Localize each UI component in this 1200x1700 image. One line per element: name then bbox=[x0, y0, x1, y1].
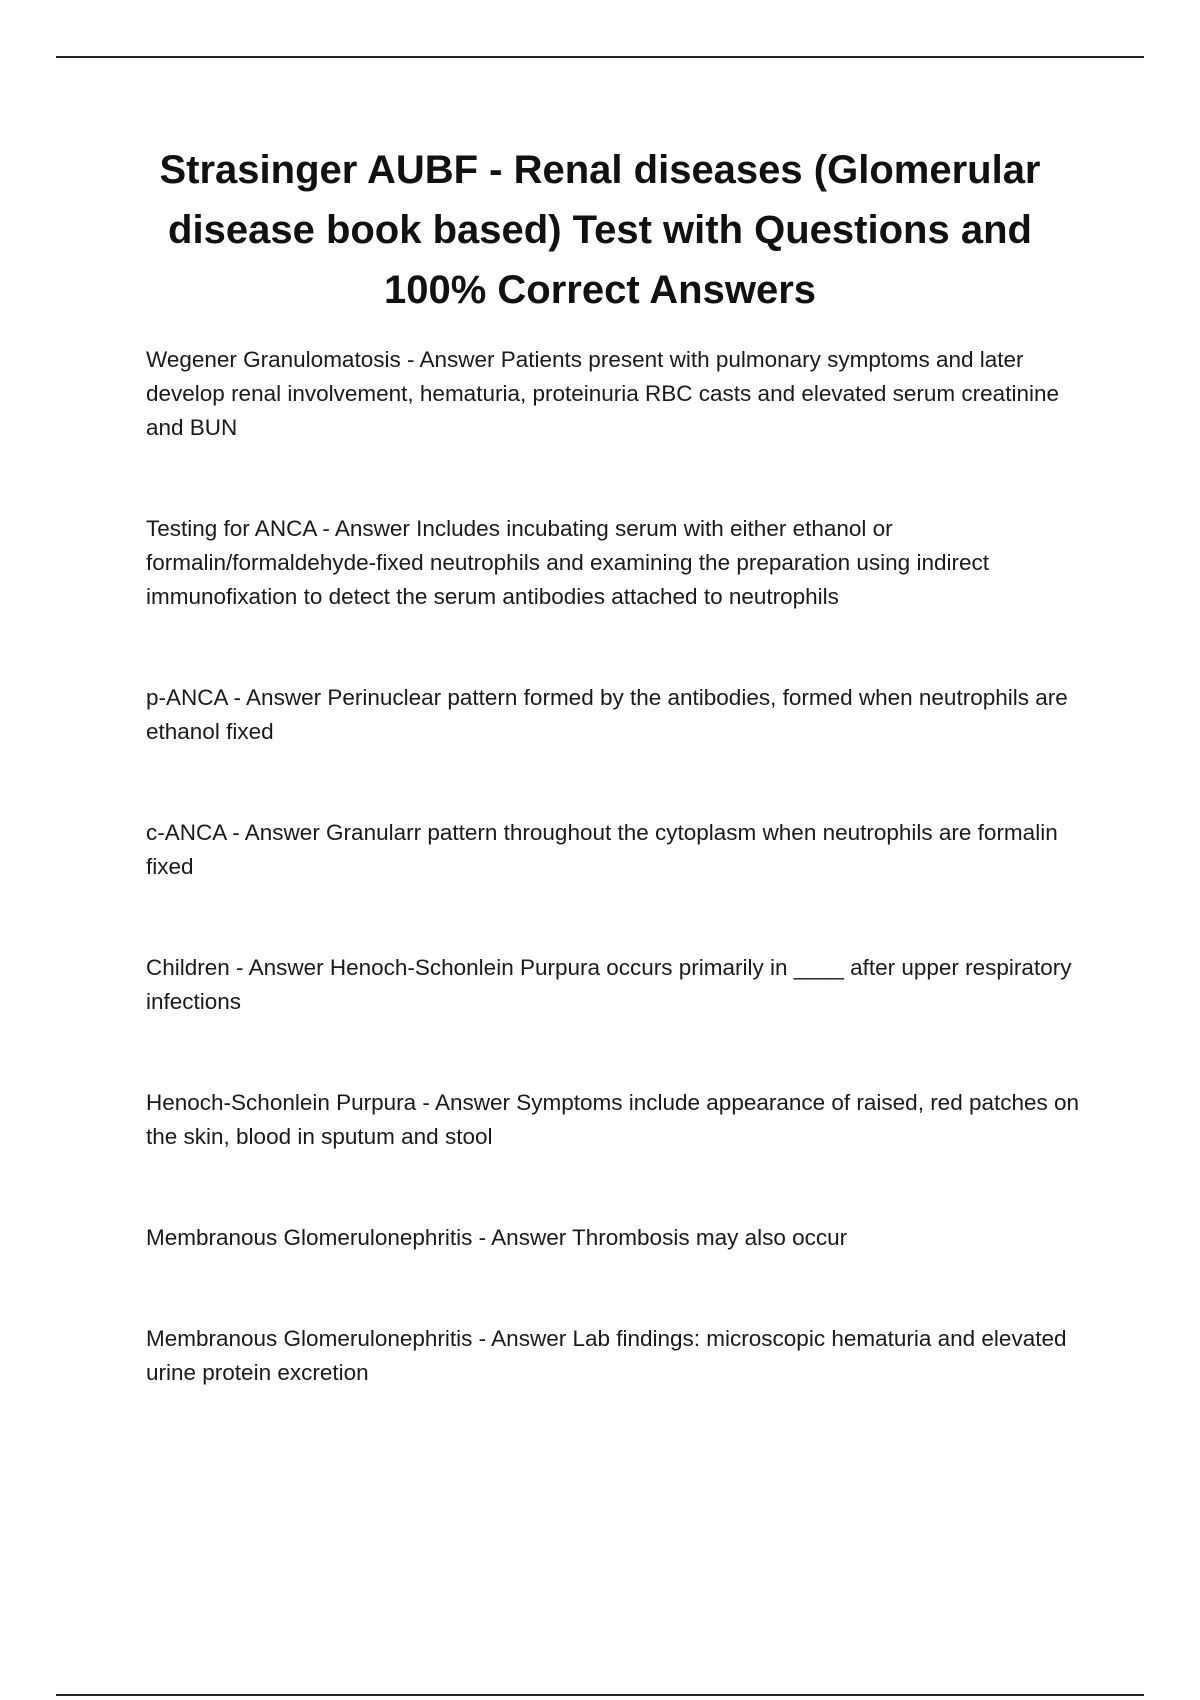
bottom-divider bbox=[56, 1694, 1144, 1696]
qa-item bbox=[146, 681, 1086, 749]
qa-term: Henoch-Schonlein Purpura bbox=[146, 1090, 417, 1115]
qa-item bbox=[146, 512, 1086, 614]
qa-item bbox=[146, 343, 1086, 445]
qa-term: p-ANCA bbox=[146, 685, 228, 710]
qa-term: Wegener Granulomatosis bbox=[146, 347, 401, 372]
qa-separator: - bbox=[400, 347, 420, 372]
qa-item bbox=[146, 1086, 1086, 1154]
document-title: Strasinger AUBF - Renal diseases (Glomerular disease book based) Test with Questions and 100% Correct Answers bbox=[159, 148, 1041, 312]
qa-term: Testing for ANCA bbox=[146, 516, 317, 541]
qa-item bbox=[146, 1221, 1086, 1255]
qa-answer: Answer Lab findings: microscopic hematuria and elevated urine protein excretion bbox=[146, 1326, 1067, 1385]
qa-separator: - bbox=[416, 1090, 435, 1115]
qa-answer: Answer Granularr pattern throughout the cytoplasm when neutrophils are formalin fixed bbox=[146, 820, 1058, 879]
qa-separator: - bbox=[229, 955, 249, 980]
qa-answer: Answer Symptoms include appearance of raised, red patches on the skin, blood in sputum and stool bbox=[146, 1090, 1080, 1149]
qa-separator: - bbox=[472, 1326, 492, 1351]
qa-answer: Answer Thrombosis may also occur bbox=[491, 1225, 848, 1250]
qa-answer: Answer Henoch-Schonlein Purpura occurs primarily in ____ after upper respiratory infections bbox=[146, 955, 1072, 1014]
qa-list bbox=[146, 343, 1086, 1390]
qa-item bbox=[146, 816, 1086, 884]
qa-term: Membranous Glomerulonephritis bbox=[146, 1326, 473, 1351]
qa-item bbox=[146, 951, 1086, 1019]
qa-separator: - bbox=[227, 685, 247, 710]
qa-answer: Answer Perinuclear pattern formed by the antibodies, formed when neutrophils are ethanol fixed bbox=[146, 685, 1068, 744]
qa-answer: Answer Includes incubating serum with either ethanol or formalin/formaldehyde-fixed neutrophils and examining the preparation using indirect immunofixation to detect the serum antibodies attached to neutrophils bbox=[146, 516, 989, 609]
qa-separator: - bbox=[472, 1225, 492, 1250]
qa-term: Children bbox=[146, 955, 230, 980]
qa-answer: Answer Patients present with pulmonary symptoms and later develop renal involvement, hematuria, proteinuria RBC casts and elevated serum creatinine and BUN bbox=[146, 347, 1059, 440]
qa-item bbox=[146, 1322, 1086, 1390]
qa-term: Membranous Glomerulonephritis bbox=[146, 1225, 473, 1250]
qa-separator: - bbox=[316, 516, 335, 541]
top-divider bbox=[56, 56, 1144, 58]
qa-term: c-ANCA bbox=[146, 820, 227, 845]
qa-separator: - bbox=[226, 820, 245, 845]
